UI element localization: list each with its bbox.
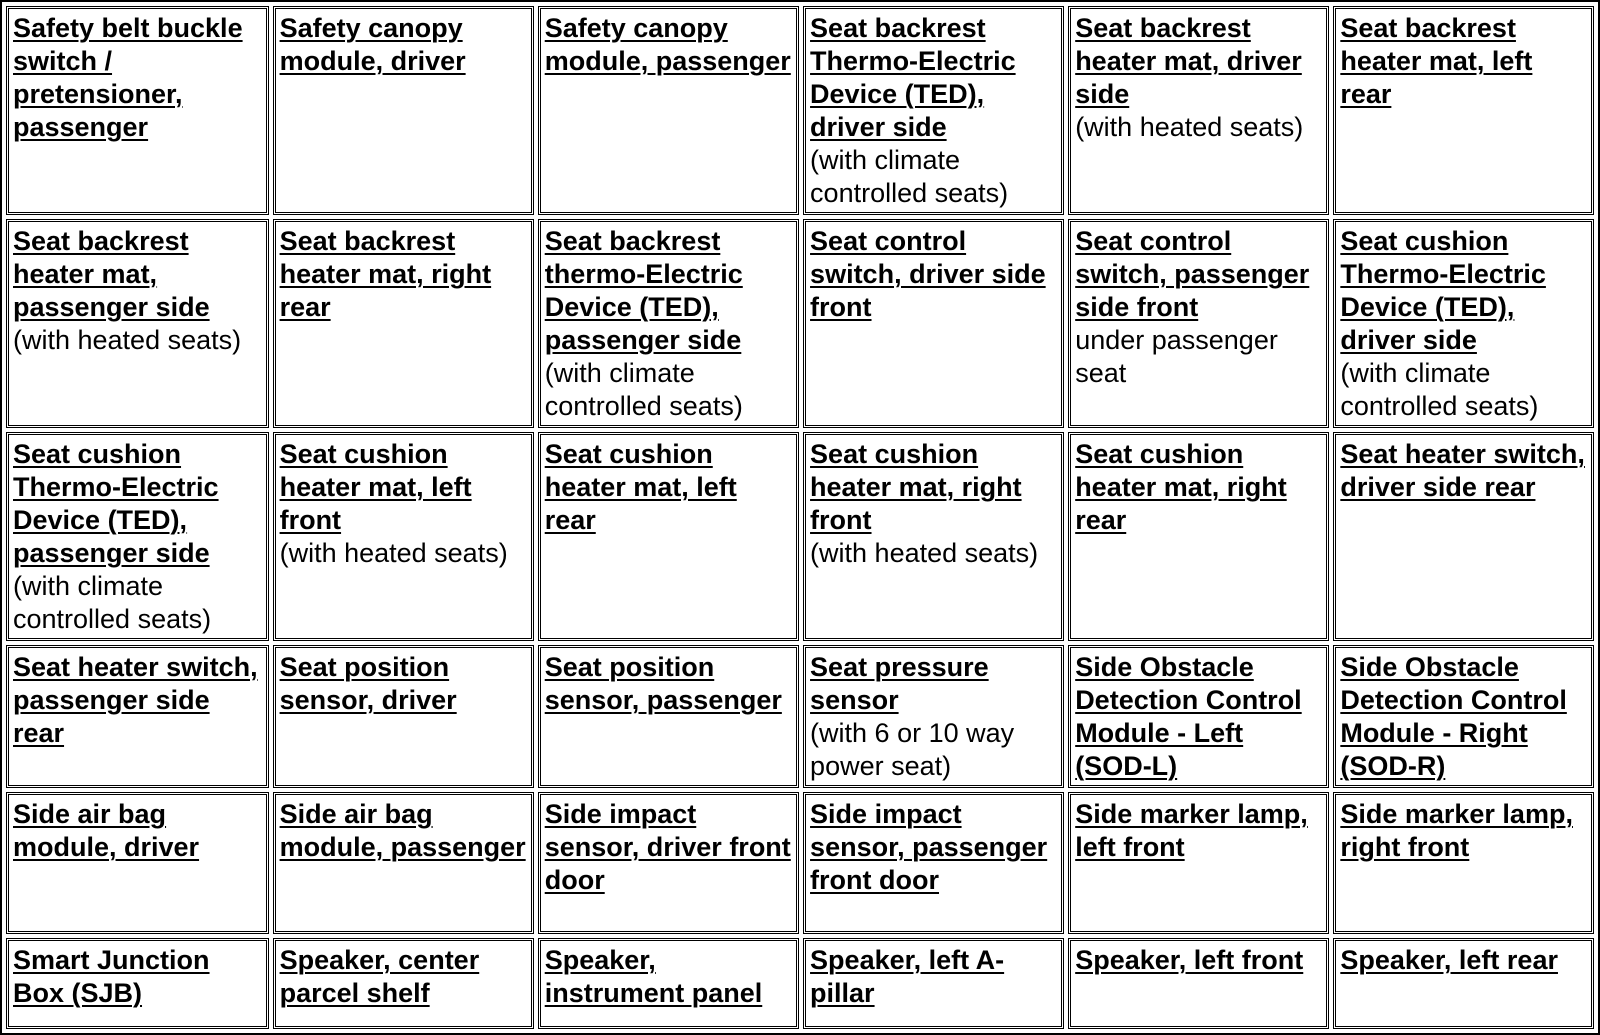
table-cell xyxy=(273,938,534,1029)
component-link[interactable]: Side marker lamp, left front xyxy=(1075,799,1308,862)
table-cell xyxy=(803,6,1064,215)
table-cell xyxy=(6,6,269,215)
table-cell xyxy=(803,219,1064,428)
table-cell xyxy=(6,792,269,934)
table-cell xyxy=(1068,6,1329,215)
component-link[interactable]: Smart Junction Box (SJB) xyxy=(13,945,210,1008)
component-link[interactable]: Side Obstacle Detection Control Module - Right (SOD-R) xyxy=(1340,652,1567,781)
table-cell xyxy=(538,645,799,788)
component-link[interactable]: Seat control switch, driver side front xyxy=(810,226,1046,322)
component-link[interactable]: Speaker, left A-pillar xyxy=(810,945,1005,1008)
component-link[interactable]: Side marker lamp, right front xyxy=(1340,799,1573,862)
component-link[interactable]: Seat cushion heater mat, left front xyxy=(279,439,472,535)
component-note: under passenger seat xyxy=(1075,325,1278,388)
table-cell xyxy=(1068,432,1329,641)
table-cell xyxy=(538,432,799,641)
table-cell xyxy=(803,432,1064,641)
component-note: (with heated seats) xyxy=(279,538,508,568)
table-cell xyxy=(538,219,799,428)
table-row xyxy=(6,938,1594,1029)
component-link[interactable]: Safety canopy module, passenger xyxy=(544,13,791,76)
table-cell xyxy=(273,432,534,641)
table-cell xyxy=(538,6,799,215)
table-cell xyxy=(273,6,534,215)
table-cell xyxy=(1333,219,1594,428)
component-note: (with climate controlled seats) xyxy=(544,358,743,421)
component-link[interactable]: Seat heater switch, passenger side rear xyxy=(13,652,258,748)
component-link[interactable]: Side air bag module, driver xyxy=(13,799,200,862)
component-link[interactable]: Speaker, left rear xyxy=(1340,945,1558,975)
component-link[interactable]: Speaker, instrument panel xyxy=(544,945,763,1008)
component-link[interactable]: Seat backrest heater mat, left rear xyxy=(1340,13,1533,109)
table-row xyxy=(6,792,1594,934)
table-cell xyxy=(803,792,1064,934)
table-row xyxy=(6,645,1594,788)
component-note: (with 6 or 10 way power seat) xyxy=(810,718,1015,781)
component-link[interactable]: Side Obstacle Detection Control Module - Left (SOD-L) xyxy=(1075,652,1302,781)
component-note: (with climate controlled seats) xyxy=(13,571,212,634)
component-link[interactable]: Seat cushion Thermo-Electric Device (TED), driver side xyxy=(1340,226,1546,355)
table-cell xyxy=(1333,792,1594,934)
table-cell xyxy=(6,219,269,428)
component-note: (with heated seats) xyxy=(810,538,1039,568)
table-row xyxy=(6,432,1594,641)
component-link[interactable]: Seat backrest heater mat, right rear xyxy=(279,226,492,322)
table-cell xyxy=(1333,432,1594,641)
component-link[interactable]: Seat backrest heater mat, passenger side xyxy=(13,226,210,322)
component-link[interactable]: Speaker, center parcel shelf xyxy=(279,945,480,1008)
component-note: (with heated seats) xyxy=(13,325,242,355)
component-link[interactable]: Seat cushion heater mat, right front xyxy=(810,439,1022,535)
component-note: (with climate controlled seats) xyxy=(1340,358,1539,421)
table-cell xyxy=(1068,792,1329,934)
component-link[interactable]: Side air bag module, passenger xyxy=(279,799,526,862)
component-note: (with climate controlled seats) xyxy=(810,145,1009,208)
table-cell xyxy=(6,432,269,641)
component-link[interactable]: Speaker, left front xyxy=(1075,945,1304,975)
component-link[interactable]: Seat control switch, passenger side front xyxy=(1075,226,1310,322)
table-cell xyxy=(1068,645,1329,788)
table-cell xyxy=(273,645,534,788)
table-cell xyxy=(273,219,534,428)
table-cell xyxy=(803,938,1064,1029)
table-row xyxy=(6,6,1594,215)
component-link[interactable]: Seat position sensor, driver xyxy=(279,652,457,715)
table-cell xyxy=(273,792,534,934)
component-link[interactable]: Safety canopy module, driver xyxy=(279,13,466,76)
component-link[interactable]: Seat cushion heater mat, left rear xyxy=(544,439,737,535)
component-link[interactable]: Seat backrest Thermo-Electric Device (TED), driver side xyxy=(810,13,1016,142)
table-cell xyxy=(538,938,799,1029)
table-row xyxy=(6,219,1594,428)
table-cell xyxy=(803,645,1064,788)
component-note: (with heated seats) xyxy=(1075,112,1304,142)
component-link[interactable]: Seat cushion Thermo-Electric Device (TED), passenger side xyxy=(13,439,219,568)
component-link[interactable]: Side impact sensor, passenger front door xyxy=(810,799,1048,895)
table-cell xyxy=(6,645,269,788)
table-cell xyxy=(1068,219,1329,428)
component-link[interactable]: Seat cushion heater mat, right rear xyxy=(1075,439,1287,535)
component-link[interactable]: Seat backrest thermo-Electric Device (TED), passenger side xyxy=(544,226,743,355)
component-link[interactable]: Seat pressure sensor xyxy=(810,652,989,715)
component-link[interactable]: Side impact sensor, driver front door xyxy=(544,799,791,895)
table-cell xyxy=(538,792,799,934)
component-link[interactable]: Seat position sensor, passenger xyxy=(544,652,782,715)
component-link[interactable]: Safety belt buckle switch / pretensioner, passenger xyxy=(13,13,243,142)
table-cell xyxy=(1068,938,1329,1029)
table-cell xyxy=(1333,6,1594,215)
component-link[interactable]: Seat heater switch, driver side rear xyxy=(1340,439,1585,502)
table-cell xyxy=(1333,938,1594,1029)
table-cell xyxy=(6,938,269,1029)
table-cell xyxy=(1333,645,1594,788)
component-link[interactable]: Seat backrest heater mat, driver side xyxy=(1075,13,1302,109)
